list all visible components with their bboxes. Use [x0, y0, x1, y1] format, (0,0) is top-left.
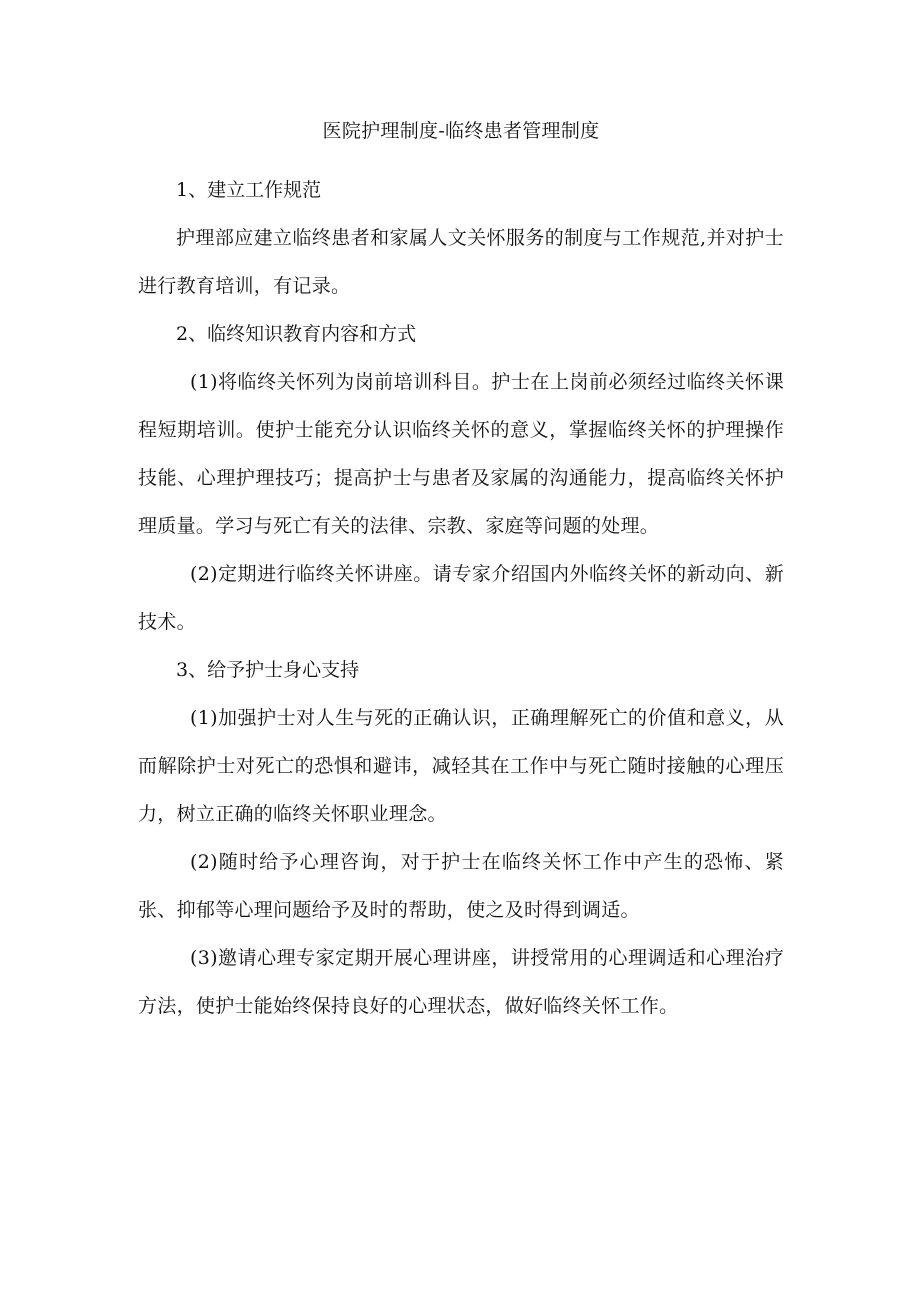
page-title: 医院护理制度-临终患者管理制度 [322, 120, 600, 142]
paragraph: (2)随时给予心理咨询，对于护士在临终关怀工作中产生的恐怖、紧张、抑郁等心理问题给予及时的帮助，使之及时得到调适。 [138, 851, 784, 921]
section-3 [138, 646, 784, 1030]
paragraph: (1)加强护士对人生与死的正确认识，正确理解死亡的价值和意义，从而解除护士对死亡的恐惧和避讳，减轻其在工作中与死亡随时接触的心理压力，树立正确的临终关怀职业理念。 [138, 707, 784, 825]
section-2 [138, 310, 784, 646]
paragraph: (2)定期进行临终关怀讲座。请专家介绍国内外临终关怀的新动向、新技术。 [138, 563, 784, 633]
section-heading: 1、建立工作规范 [176, 179, 322, 201]
paragraph: (3)邀请心理专家定期开展心理讲座，讲授常用的心理调适和心理治疗方法，使护士能始终保持良好的心理状态，做好临终关怀工作。 [138, 947, 784, 1017]
paragraph: (1)将临终关怀列为岗前培训科目。护士在上岗前必须经过临终关怀课程短期培训。使护士能充分认识临终关怀的意义，掌握临终关怀的护理操作技能、心理护理技巧；提高护士与患者及家属的沟通能力，提高临终关怀护理质量。学习与死亡有关的法律、宗教、家庭等问题的处理。 [138, 371, 784, 537]
paragraph: 护理部应建立临终患者和家属人文关怀服务的制度与工作规范,并对护士进行教育培训，有记录。 [138, 227, 784, 297]
section-heading: 3、给予护士身心支持 [176, 659, 360, 681]
document-page [138, 118, 784, 1030]
section-1 [138, 166, 784, 310]
section-heading: 2、临终知识教育内容和方式 [176, 323, 417, 345]
